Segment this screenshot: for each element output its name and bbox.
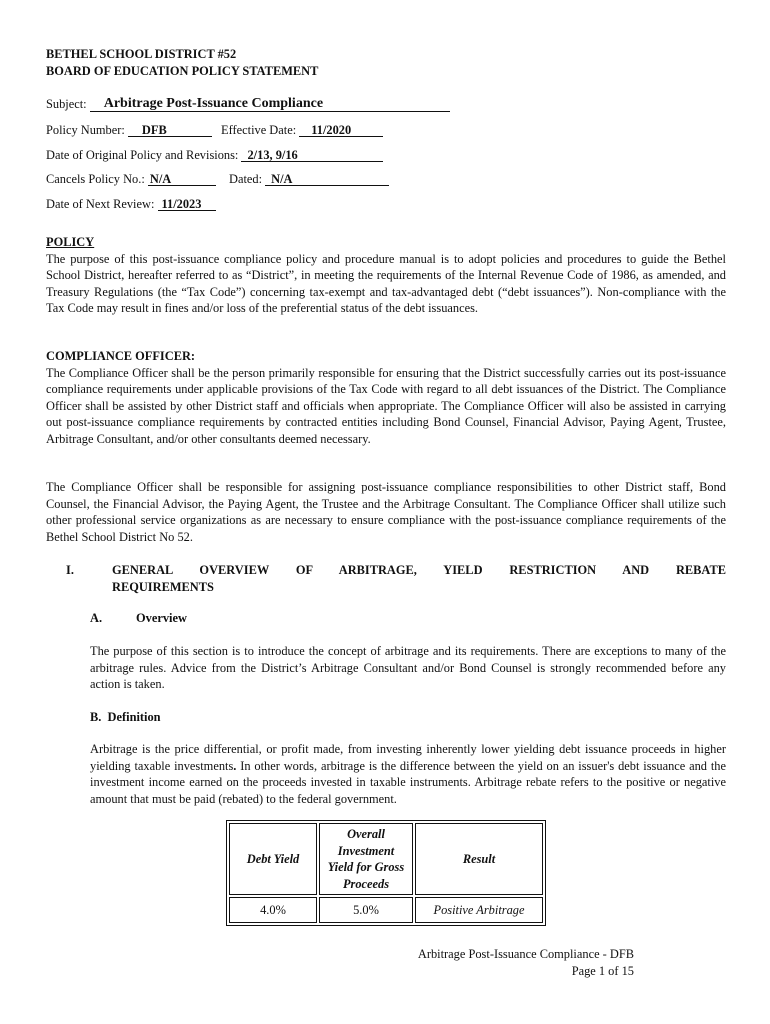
table-header-result: Result <box>415 823 543 895</box>
subject-field <box>90 96 450 112</box>
policy-section <box>46 234 726 317</box>
table-header-row <box>229 823 543 895</box>
table-cell-result: Positive Arbitrage <box>415 897 543 923</box>
section-1-title: GENERAL OVERVIEW OF ARBITRAGE, YIELD RESTRICTION AND REBATE REQUIREMENTS <box>112 563 726 594</box>
dated-value: N/A <box>271 172 293 186</box>
cancels-policy-field <box>148 173 216 186</box>
policy-text: The purpose of this post-issuance compliance policy and procedure manual is to adopt policies and procedures to guide the Bethel School District, hereafter referred to as “District”, in meeting the requirements of the Internal Revenue Code of 1986, as amended, and Treasury Regulations (the “Tax Code”) concerning tax-exempt and tax-advantaged debt (“debt issuances”). Non-compliance with the Tax Code may result in fines and/or loss of the preferential status of the debt issuances. <box>46 251 726 315</box>
table-row <box>229 897 543 923</box>
subject-label: Subject: <box>46 97 87 111</box>
table-cell-investment-yield: 5.0% <box>319 897 413 923</box>
cancels-policy-label: Cancels Policy No.: <box>46 172 145 186</box>
policy-number-field <box>128 124 212 137</box>
original-policy-label: Date of Original Policy and Revisions: <box>46 148 239 162</box>
effective-date-field <box>299 124 383 137</box>
subsection-a-letter: A. <box>90 611 103 625</box>
compliance-officer-paragraph-1: The Compliance Officer shall be the person primarily responsible for ensuring that the District successfully carries out its post-issuance compliance requirements under applicable provisions of the Tax Code with regard to all debt issuances of the District. The Compliance Officer shall be assisted by other District staff and officials when appropriate. The Compliance Officer will also be assisted in carrying out post-issuance compliance requirements by contracted entities including Bond Counsel, Financial Advisor, Paying Agent, Trustee, Arbitrage Consultant, and/or other consultants deemed necessary. <box>46 365 726 446</box>
compliance-officer-paragraph-2: The Compliance Officer shall be responsible for assigning post-issuance compliance responsibilities to other District staff, Bond Counsel, the Financial Advisor, the Paying Agent, the Trustee and the Arbitrage Consultant. The Compliance Officer shall utilize such other professional service organizations as are necessary to ensure compliance with the post-issuance compliance requirements of the Bethel School District No 52. <box>46 480 726 544</box>
subsection-a-text: The purpose of this section is to introduce the concept of arbitrage and its requirements. There are exceptions to many of the arbitrage rules. Advice from the District’s Arbitrage Consultant and/or Bond Counsel is strongly recommended before any action is taken. <box>90 644 726 691</box>
policy-heading: POLICY <box>46 235 95 249</box>
table-header-investment-yield: Overall Investment Yield for Gross Proceeds <box>319 823 413 895</box>
original-policy-field <box>241 149 383 162</box>
policy-number-row <box>46 122 383 139</box>
next-review-value: 11/2023 <box>161 197 202 211</box>
effective-date-value: 11/2020 <box>311 123 352 137</box>
table-cell-debt-yield: 4.0% <box>229 897 317 923</box>
policy-number-value: DFB <box>141 123 167 137</box>
footer-document-title: Arbitrage Post-Issuance Compliance - DFB <box>417 947 634 961</box>
table-header-debt-yield: Debt Yield <box>229 823 317 895</box>
compliance-officer-section <box>46 348 726 447</box>
footer-page-number: Page 1 of 15 <box>571 964 634 978</box>
original-policy-value: 2/13, 9/16 <box>247 148 298 162</box>
next-review-field <box>158 198 216 211</box>
subsection-b-text: Arbitrage is the price differential, or profit made, from investing inherently lower yielding debt issuance proceeds in higher yielding taxable investments. In other words, arbitrage is the difference between the yield on an issuer's debt issuance and the investment income earned on the proceeds invested in taxable instruments. Arbitrage rebate refers to the positive or negative amount that must be paid (rebated) to the federal government. <box>90 742 726 806</box>
document-header <box>46 46 318 80</box>
compliance-officer-heading: COMPLIANCE OFFICER: <box>46 349 196 363</box>
arbitrage-example-table <box>226 820 546 926</box>
dated-field <box>265 173 389 186</box>
subsection-a-title: Overview <box>136 611 187 625</box>
subject-row <box>46 96 450 113</box>
effective-date-label: Effective Date: <box>221 123 297 137</box>
next-review-label: Date of Next Review: <box>46 197 155 211</box>
cancels-policy-value: N/A <box>149 172 172 186</box>
next-review-row <box>46 196 216 213</box>
cancels-policy-row <box>46 171 389 188</box>
district-name: BETHEL SCHOOL DISTRICT #52 <box>46 47 237 61</box>
subsection-b-title: B. Definition <box>90 710 161 724</box>
subject-value: Arbitrage Post-Issuance Compliance <box>103 96 324 111</box>
section-1-number: I. <box>66 563 74 577</box>
original-policy-row <box>46 147 383 164</box>
policy-statement-title: BOARD OF EDUCATION POLICY STATEMENT <box>46 64 319 78</box>
policy-number-label: Policy Number: <box>46 123 125 137</box>
page-footer <box>300 946 634 980</box>
dated-label: Dated: <box>229 172 263 186</box>
